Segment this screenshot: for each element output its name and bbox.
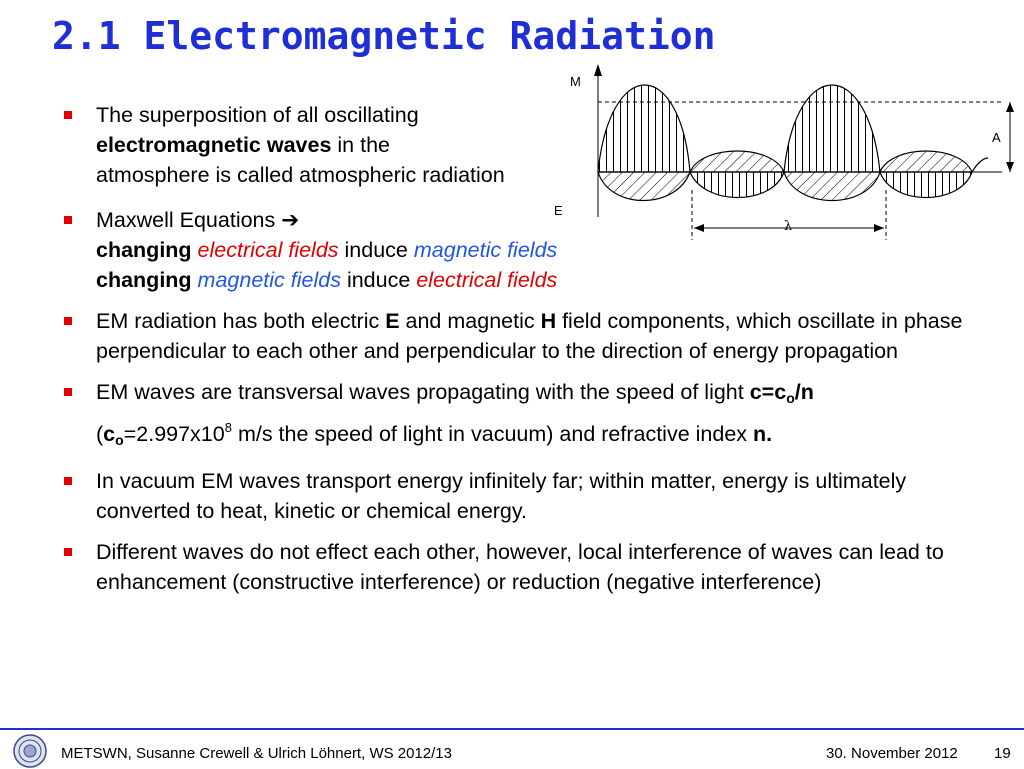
footer-divider (0, 728, 1024, 730)
bullet-marker (64, 388, 72, 396)
bullet-transversal: EM waves are transversal waves propagating with the speed of light $c=c_o/n$ ($c_o=2.997x10^8$ m/s the speed of light in vacuum) and refractive index n. (64, 377, 1004, 455)
page-number: 19 (994, 745, 1011, 762)
slide-title: 2.1 Electromagnetic Radiation (52, 14, 716, 58)
bullet-marker (64, 477, 72, 485)
bullet-marker (64, 216, 72, 224)
bullet-maxwell: Maxwell Equations ➔ changing electrical fields induce magnetic fields changing magnetic fields induce electrical fields (64, 205, 1004, 295)
bullet-interference: Different waves do not effect each other, however, local interference of waves can lead to enhancement (constructive interference) or reduction (negative interference) (64, 537, 1004, 597)
footer-date: 30. November 2012 (826, 745, 958, 762)
label-a: A (992, 130, 1001, 145)
bullet-marker (64, 111, 72, 119)
university-seal-icon (12, 733, 48, 769)
bullet-marker (64, 317, 72, 325)
label-m: M (570, 74, 581, 89)
bullet-vacuum: In vacuum EM waves transport energy infinitely far; within matter, energy is ultimately converted to heat, kinetic or chemical energy. (64, 466, 1004, 526)
footer-course: METSWN, Susanne Crewell & Ulrich Löhnert, WS 2012/13 (61, 745, 452, 762)
arrow-right-icon: ➔ (281, 208, 300, 232)
maxwell-row-1: changing electrical fields induce magnetic fields (96, 238, 558, 262)
bullet-superposition: The superposition of all oscillating electromagnetic waves in the atmosphere is called atmospheric radiation (64, 100, 1004, 190)
bullet-marker (64, 548, 72, 556)
label-lambda: λ (784, 219, 793, 234)
bullet-list (64, 100, 1004, 597)
label-e: E (554, 203, 563, 218)
maxwell-row-2: changing magnetic fields induce electrical fields (96, 268, 558, 292)
bullet-em-components: EM radiation has both electric E and magnetic H field components, which oscillate in phase perpendicular to each other and perpendicular to the direction of energy propagation (64, 306, 1004, 366)
